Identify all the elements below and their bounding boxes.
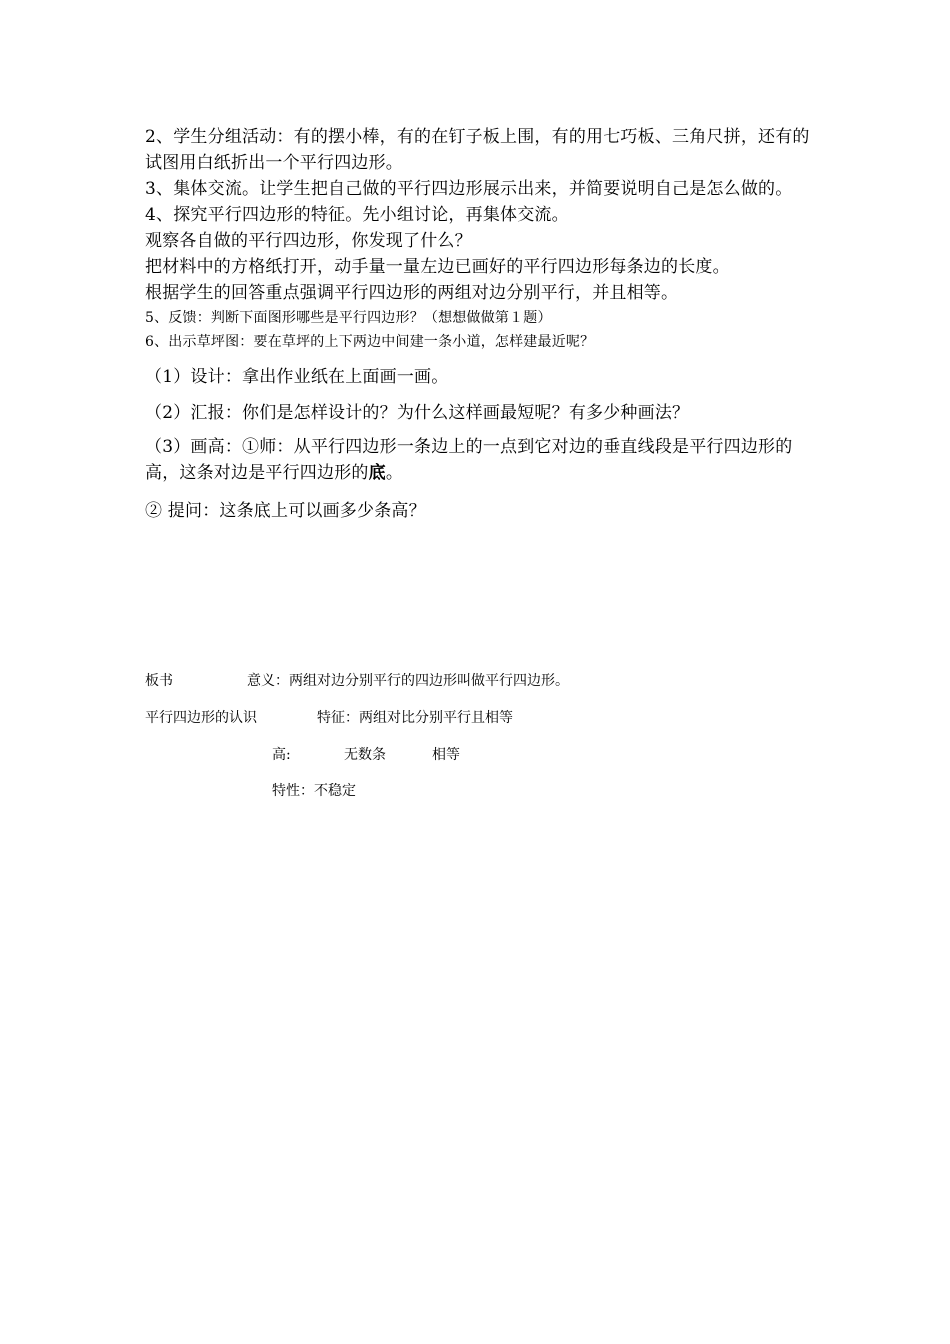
board-meaning: 意义：两组对边分别平行的四边形叫做平行四边形。	[247, 673, 569, 689]
board-topic: 平行四边形的认识	[145, 710, 257, 726]
paragraph-emphasize: 根据学生的回答重点强调平行四边形的两组对边分别平行，并且相等。	[145, 283, 679, 303]
board-label: 板书	[145, 673, 173, 689]
paragraph-observe: 观察各自做的平行四边形，你发现了什么？	[145, 231, 472, 251]
board-height-equal: 相等	[432, 747, 460, 763]
paragraph-explore-features: 4、探究平行四边形的特征。先小组讨论，再集体交流。	[145, 205, 569, 225]
paragraph-group-activity: 2、学生分组活动：有的摆小棒，有的在钉子板上围，有的用七巧板、三角尺拼，还有的试图用白纸折出一个平行四边形。	[145, 127, 810, 173]
draw-height-end: 。	[385, 463, 404, 483]
board-property: 特性：不稳定	[272, 783, 356, 799]
paragraph-feedback: 5、反馈：判断下面图形哪些是平行四边形？（想想做做第１题）	[145, 310, 552, 326]
paragraph-measure: 把材料中的方格纸打开，动手量一量左边已画好的平行四边形每条边的长度。	[145, 257, 730, 277]
board-height-label: 高:	[272, 747, 291, 763]
paragraph-report: （2）汇报：你们是怎样设计的？为什么这样画最短呢？有多少种画法？	[145, 403, 690, 423]
paragraph-lawn-question: 6、出示草坪图：要在草坪的上下两边中间建一条小道，怎样建最近呢？	[145, 334, 595, 350]
lesson-body	[145, 124, 813, 524]
paragraph-design: （1）设计：拿出作业纸在上面画一画。	[145, 367, 449, 387]
paragraph-collective-exchange: 3、集体交流。让学生把自己做的平行四边形展示出来，并简要说明自己是怎么做的。	[145, 179, 793, 199]
paragraph-ask-question: ② 提问：这条底上可以画多少条高？	[145, 501, 426, 521]
base-term: 底	[368, 463, 386, 483]
draw-height-text: （3）画高：①师：从平行四边形一条边上的一点到它对边的垂直线段是平行四边形的高，这条对边是平行四边形的	[145, 437, 793, 483]
board-feature: 特征：两组对比分别平行且相等	[317, 710, 513, 726]
board-height-count: 无数条	[344, 747, 386, 763]
paragraph-draw-height	[145, 434, 813, 486]
